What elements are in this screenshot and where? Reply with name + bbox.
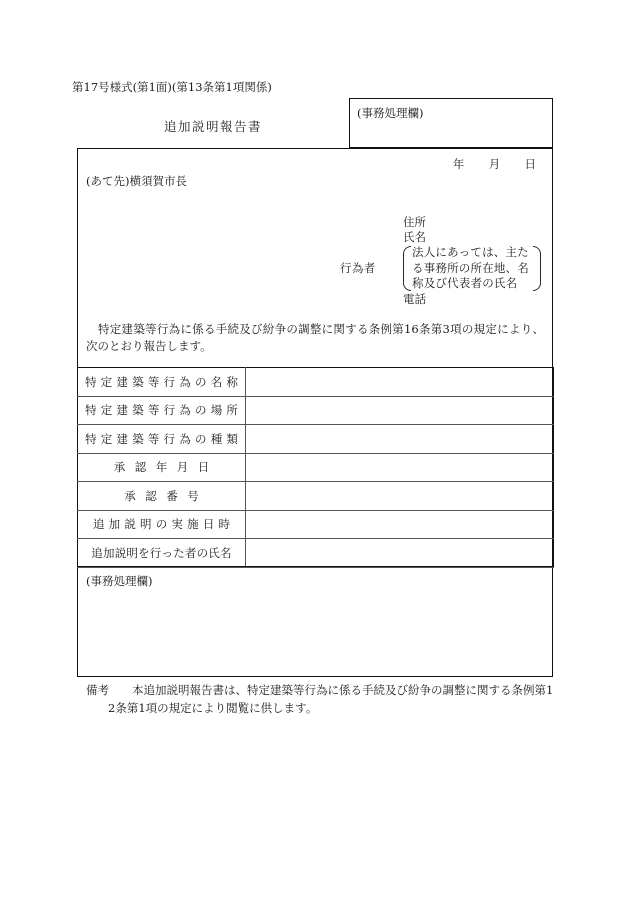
form-code: 第17号様式(第1面)(第13条第1項関係) [72,80,272,94]
form-field-table [77,367,554,568]
footnote-line-1 [86,681,554,699]
date-year-label: 年 [452,157,465,171]
field-value-project-type[interactable] [246,425,554,454]
field-value-project-name[interactable] [246,368,554,397]
field-label-explainer-name: 追加説明を行った者の氏名 [78,539,246,568]
actor-bracket [403,245,541,292]
office-processing-label-bottom: (事務処理欄) [86,574,153,588]
main-form-frame [77,148,553,677]
actor-bracket-row [340,245,545,292]
footnote-line-2: 2条第1項の規定により閲覧に供します。 [108,701,318,715]
actor-name-label: 氏名 [403,230,426,244]
office-processing-box-bottom [77,566,553,677]
table-row [78,368,554,397]
actor-address-label: 住所 [403,215,426,229]
actor-phone-label: 電話 [403,291,426,306]
field-label-project-type: 特定建築等行為の種類 [78,425,246,454]
statute-statement: 特定建築等行為に係る手続及び紛争の調整に関する条例第16条第3項の規定により、次のとおり報告します。 [86,322,544,353]
field-label-explanation-datetime: 追加説明の実施日時 [78,510,246,539]
page-title: 追加説明報告書 [163,119,262,134]
footnote-text-1: 本追加説明報告書は、特定建築等行為に係る手続及び紛争の調整に関する条例第1 [132,683,554,697]
office-processing-box-top [349,98,553,148]
table-row [78,396,554,425]
declaration-block [78,149,552,367]
table-row [78,453,554,482]
field-label-approval-date: 承認年月日 [78,453,246,482]
table-row [78,510,554,539]
office-processing-label-top: (事務処理欄) [357,106,424,120]
field-label-approval-number: 承認番号 [78,482,246,511]
actor-info-cluster [340,215,545,307]
field-label-project-location: 特定建築等行為の場所 [78,396,246,425]
date-month-label: 月 [488,157,501,171]
table-row [78,539,554,568]
field-value-approval-date[interactable] [246,453,554,482]
field-label-project-name: 特定建築等行為の名称 [78,368,246,397]
actor-bracket-note: 法人にあっては、主たる事務所の所在地、名称及び代表者の氏名 [412,245,529,290]
date-day-label: 日 [524,157,536,171]
footnote-marker: 備考 [86,683,109,697]
field-value-explanation-datetime[interactable] [246,510,554,539]
field-value-project-location[interactable] [246,396,554,425]
actor-label: 行為者 [340,261,376,276]
table-row [78,482,554,511]
table-row [78,425,554,454]
field-value-approval-number[interactable] [246,482,554,511]
date-line [453,157,536,172]
footnote [86,681,554,717]
addressee-line: (あて先)横須賀市長 [86,174,187,188]
field-value-explainer-name[interactable] [246,539,554,568]
